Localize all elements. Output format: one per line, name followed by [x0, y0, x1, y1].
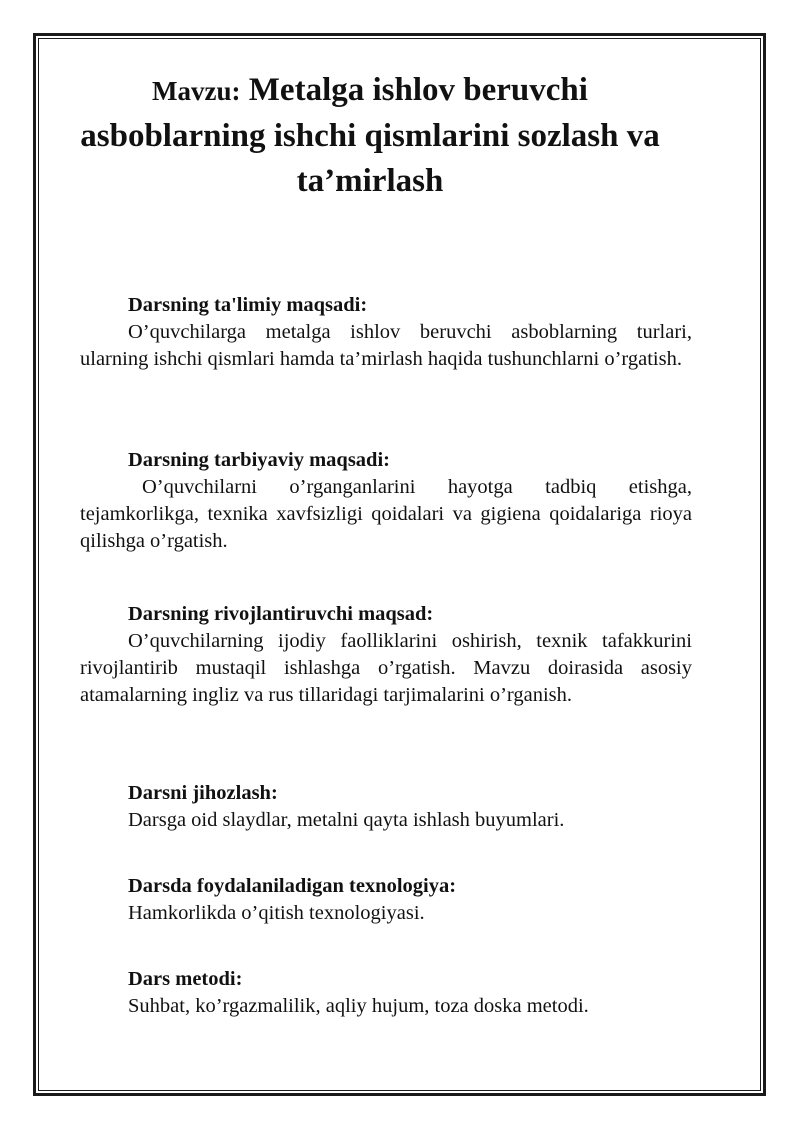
section-heading: Darsda foydalaniladigan texnologiya: — [128, 875, 457, 897]
section-body: O’quvchilarni o’rganganlarini hayotga tadbiq etishga, tejamkorlikga, texnika xavfsizligi qoidalari va gigiena qoidalariga rioya qilishga o’rgatish. — [80, 476, 692, 552]
section-body: O’quvchilarning ijodiy faolliklarini oshirish, texnik tafakkurini rivojlantirib mustaqil ishlashga o’rgatish. Mavzu doirasida asosiy atamalarning ingliz va rus tillaridagi tarjimalarini o’rganish. — [80, 630, 692, 706]
section-educational-goal — [80, 292, 692, 373]
section-heading: Dars metodi: — [128, 968, 243, 990]
section-body: Darsga oid slaydlar, metalni qayta ishlash buyumlari. — [128, 809, 565, 831]
section-method — [80, 966, 692, 1020]
section-technology — [80, 873, 692, 927]
section-heading: Darsning ta'limiy maqsadi: — [128, 294, 368, 316]
title-prefix: Mavzu: — [152, 76, 241, 106]
title-text: Metalga ishlov beruvchi asboblarning ishchi qismlarini sozlash va ta’mirlash — [80, 72, 660, 199]
section-body: O’quvchilarga metalga ishlov beruvchi asboblarning turlari, ularning ishchi qismlari hamda ta’mirlash haqida tushunchlarni o’rgatish. — [80, 321, 692, 370]
section-upbringing-goal — [80, 447, 692, 555]
section-heading: Darsning tarbiyaviy maqsadi: — [128, 449, 390, 471]
section-heading: Darsni jihozlash: — [128, 782, 278, 804]
section-equipment — [80, 780, 692, 834]
page-title — [60, 68, 680, 204]
section-body: Suhbat, ko’rgazmalilik, aqliy hujum, toza doska metodi. — [128, 995, 589, 1017]
section-developmental-goal — [80, 601, 692, 709]
section-body: Hamkorlikda o’qitish texnologiyasi. — [128, 902, 425, 924]
section-heading: Darsning rivojlantiruvchi maqsad: — [128, 603, 434, 625]
